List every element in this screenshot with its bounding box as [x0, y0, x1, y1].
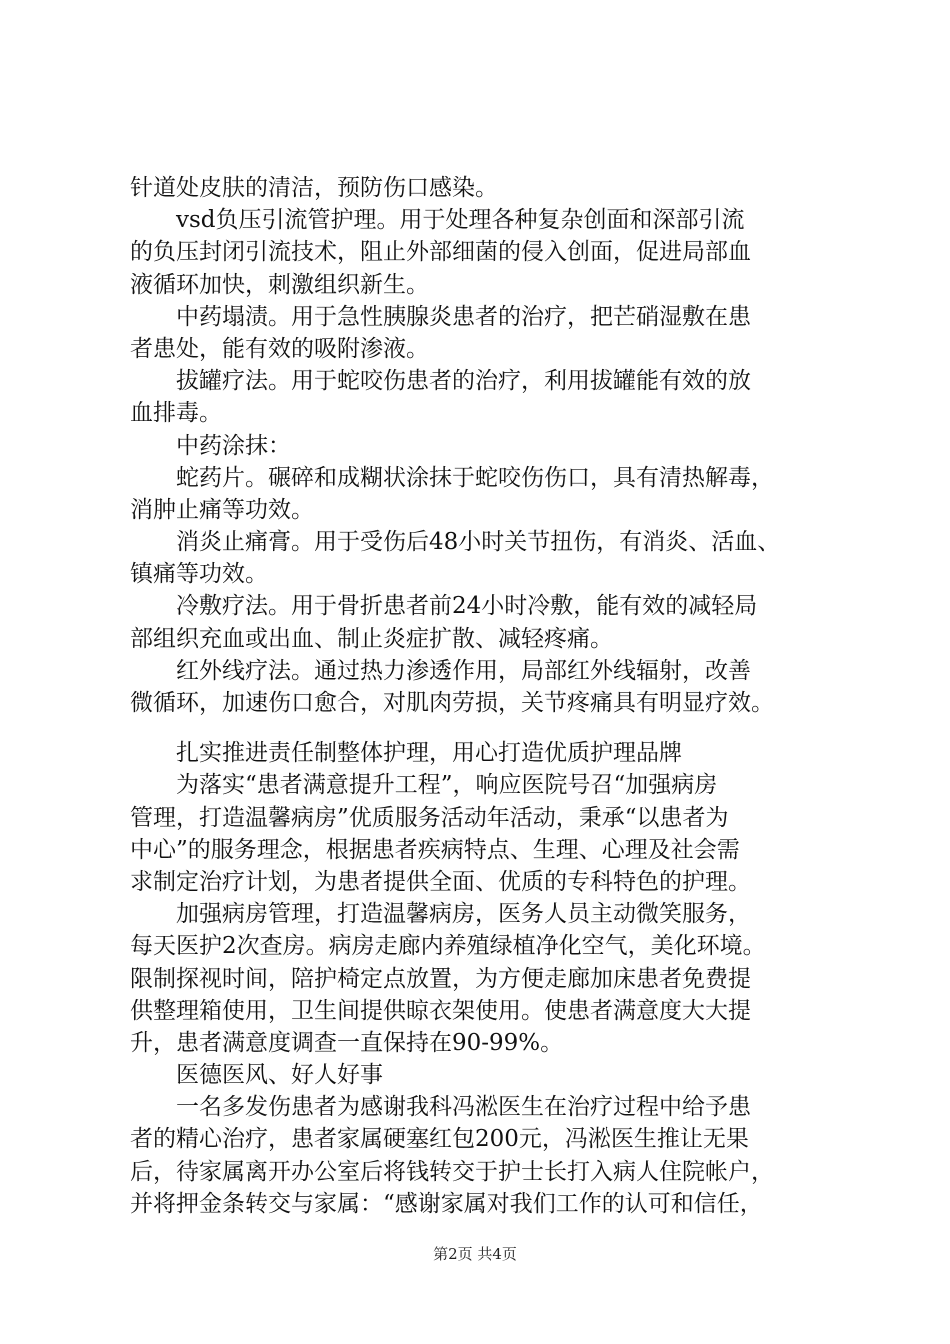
- text-line: 部组织充血或出血、制止炎症扩散、减轻疼痛。: [130, 625, 613, 652]
- text-line: 镇痛等功效。: [130, 561, 268, 588]
- text-line: 者的精心治疗，患者家属硬塞红包200元，冯淞医生推让无果: [130, 1126, 749, 1153]
- text-line: 限制探视时间，陪护椅定点放置，为方便走廊加床患者免费提: [130, 965, 751, 992]
- paragraph-gap: [130, 719, 830, 737]
- page-footer: 第2页 共4页: [433, 1245, 517, 1263]
- text-line: 管理，打造温馨病房”优质服务活动年活动，秉承“以患者为: [130, 804, 729, 831]
- text-line: 微循环，加速伤口愈合，对肌肉劳损，关节疼痛具有明显疗效。: [130, 690, 774, 716]
- text-line: 蛇药片。碾碎和成糊状涂抹于蛇咬伤伤口，具有清热解毒，: [130, 464, 774, 491]
- text-line: 消炎止痛膏。用于受伤后48小时关节扭伤，有消炎、活血、: [130, 529, 781, 556]
- text-line: 中药塌渍。用于急性胰腺炎患者的治疗，把芒硝湿敷在患: [130, 303, 751, 330]
- text-line: 液循环加快，刺激组织新生。: [130, 271, 429, 298]
- text-line: 针道处皮肤的清洁，预防伤口感染。: [130, 175, 498, 201]
- text-line: 并将押金条转交与家属：“感谢家属对我们工作的认可和信任，: [130, 1190, 763, 1217]
- text-line: 者患处，能有效的吸附渗液。: [130, 335, 429, 362]
- text-line: 拔罐疗法。用于蛇咬伤患者的治疗，利用拔罐能有效的放: [130, 368, 751, 395]
- text-line: 消肿止痛等功效。: [130, 496, 314, 523]
- text-line: 扎实推进责任制整体护理，用心打造优质护理品牌: [130, 740, 682, 767]
- text-line: 的负压封闭引流技术，阻止外部细菌的侵入创面，促进局部血: [130, 239, 751, 266]
- text-line: 求制定治疗计划，为患者提供全面、优质的专科特色的护理。: [130, 868, 751, 895]
- text-line: 中心”的服务理念，根据患者疾病特点、生理、心理及社会需: [130, 836, 740, 863]
- text-line: 一名多发伤患者为感谢我科冯淞医生在治疗过程中给予患: [130, 1094, 751, 1121]
- text-line: 加强病房管理，打造温馨病房，医务人员主动微笑服务，: [130, 901, 751, 928]
- document-body: [130, 172, 830, 1220]
- text-line: 医德医风、好人好事: [130, 1062, 383, 1089]
- text-line: vsd负压引流管护理。用于处理各种复杂创面和深部引流: [130, 207, 745, 234]
- text-line: 后，待家属离开办公室后将钱转交于护士长打入病人住院帐户，: [130, 1158, 774, 1185]
- text-line: 为落实“患者满意提升工程”，响应医院号召“加强病房: [130, 772, 718, 799]
- text-line: 冷敷疗法。用于骨折患者前24小时冷敷，能有效的减轻局: [130, 593, 758, 620]
- text-line: 红外线疗法。通过热力渗透作用，局部红外线辐射，改善: [130, 657, 751, 684]
- text-line: 升，患者满意度调查一直保持在90-99%。: [130, 1029, 564, 1056]
- text-line: 中药涂抹：: [130, 432, 291, 459]
- text-line: 每天医护2次查房。病房走廊内养殖绿植净化空气，美化环境。: [130, 933, 766, 960]
- text-line: 血排毒。: [130, 400, 222, 427]
- text-line: 供整理箱使用，卫生间提供晾衣架使用。使患者满意度大大提: [130, 997, 751, 1024]
